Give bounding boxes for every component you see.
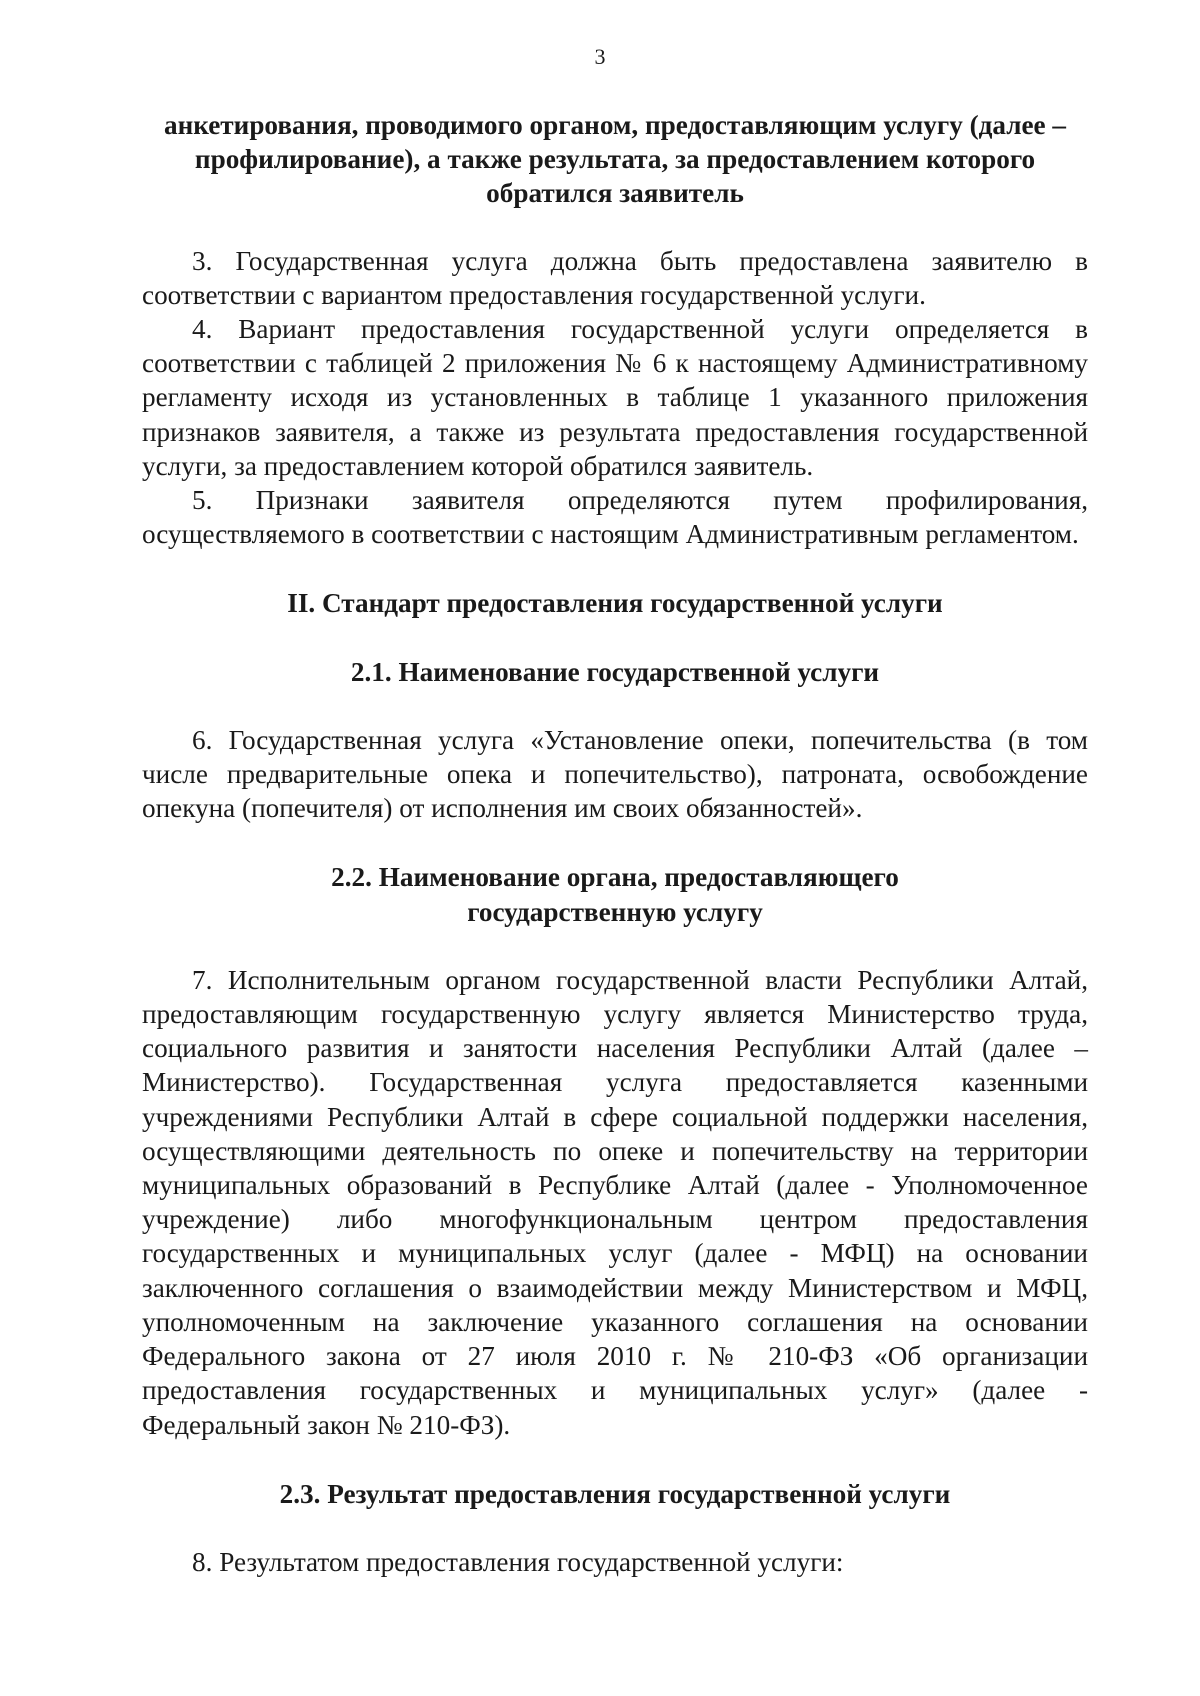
section-2-title: II. Стандарт предоставления государственной услуги — [287, 588, 943, 619]
page-number: 3 — [594, 44, 606, 69]
document-body — [142, 108, 1088, 1579]
subsection-2-2-title-line1: 2.2. Наименование органа, предоставляющего — [331, 862, 899, 893]
paragraph-8: 8. Результатом предоставления государственной услуги: — [192, 1546, 844, 1577]
intro-heading: анкетирования, проводимого органом, предоставляющим услугу (далее – профилирование), а также результата, за предоставлением которого обратился заявитель — [163, 110, 1067, 209]
spacer — [142, 929, 1088, 963]
paragraph-6: 6. Государственная услуга «Установление опеки, попечительства (в том числе предварительные опека и попечительство), патроната, освобождение опекуна (попечителя) от исполнения им своих обязанностей». — [142, 724, 1088, 824]
paragraph-3: 3. Государственная услуга должна быть предоставлена заявителю в соответствии с вариантом предоставления государственной услуги. — [142, 245, 1088, 310]
spacer — [142, 211, 1088, 244]
subsection-2-3-title: 2.3. Результат предоставления государственной услуги — [279, 1478, 951, 1509]
spacer — [142, 825, 1088, 860]
subsection-2-2-title-line2: государственную услугу — [467, 896, 763, 927]
spacer — [142, 689, 1088, 723]
subsection-2-1-title: 2.1. Наименование государственной услуги — [350, 656, 880, 687]
paragraph-5: 5. Признаки заявителя определяются путем профилирования, осуществляемого в соответствии с настоящим Административным регламентом. — [142, 485, 1088, 550]
spacer — [142, 621, 1088, 655]
spacer — [142, 1511, 1088, 1545]
paragraph-4: 4. Вариант предоставления государственной услуги определяется в соответствии с таблицей 2 приложения № 6 к настоящему Административному регламенту исходя из установленных в таблице 1 указанного приложения признаков заявителя, а также из результата предоставления государственной услуги, за предоставлением которой обратился заявитель. — [142, 314, 1088, 481]
paragraph-7: 7. Исполнительным органом государственной власти Республики Алтай, предоставляющим государственную услугу является Министерство труда, социального развития и занятости населения Республики Алтай (далее – Министерство). Государственная услуга предоставляется казенными учреждениями Республики Алтай в сфере социальной поддержки населения, осуществляющими деятельность по опеке и попечительству на территории муниципальных образований в Республике Алтай (далее - Уполномоченное учреждение) либо многофункциональным центром предоставления государственных и муниципальных услуг (далее - МФЦ) на основании заключенного соглашения о взаимодействии между Министерством и МФЦ, уполномоченным на заключение указанного соглашения на основании Федерального закона от 27 июля 2010 г. № 210-ФЗ «Об организации предоставления государственных и муниципальных услуг» (далее - Федеральный закон № 210-ФЗ). — [142, 964, 1088, 1440]
spacer — [142, 551, 1088, 586]
spacer — [142, 1442, 1088, 1477]
